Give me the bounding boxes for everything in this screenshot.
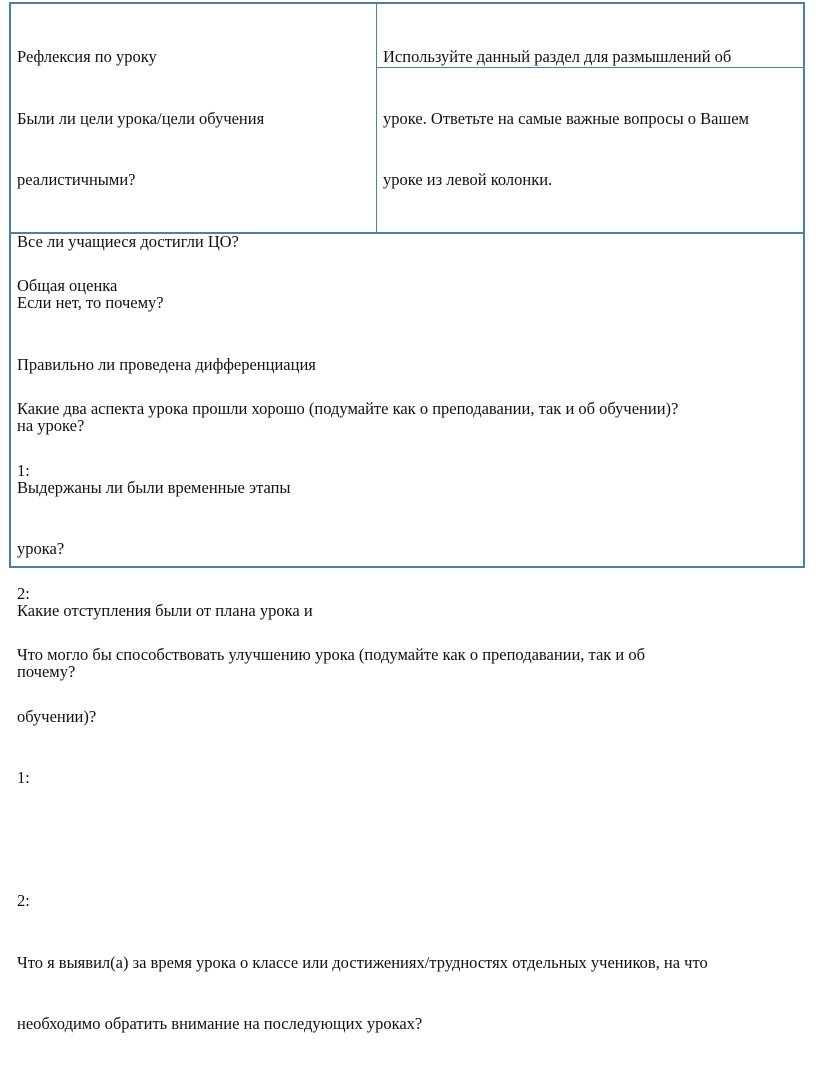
summary-title: Общая оценка xyxy=(17,276,118,295)
blank-line xyxy=(17,522,797,543)
question-improvement-cont: обучении)? xyxy=(17,706,97,726)
reflection-line: почему? xyxy=(17,662,76,681)
reflection-line: урока? xyxy=(17,539,65,558)
reflection-line: Выдержаны ли были временные этапы xyxy=(17,477,291,497)
answer-label: 1: xyxy=(17,768,30,787)
reflection-line: на уроке? xyxy=(17,416,85,435)
instruction-cell xyxy=(383,6,795,232)
instruction-line: уроке из левой колонки. xyxy=(383,170,553,189)
instruction-line: Используйте данный раздел для размышлений об xyxy=(383,47,732,66)
reflection-line: Все ли учащиеся достигли ЦО? xyxy=(17,231,239,251)
question-observations-cont: необходимо обратить внимание на последующих уроках? xyxy=(17,1014,423,1033)
answer-label: 1: xyxy=(17,460,30,480)
instruction-line: уроке. Ответьте на самые важные вопросы о Вашем xyxy=(383,108,749,128)
question-good-aspects: Какие два аспекта урока прошли хорошо (подумайте как о преподавании, так и об обучении)? xyxy=(17,399,679,418)
blank-line xyxy=(17,830,797,851)
question-improvement: Что могло бы способствовать улучшению урока (подумайте как о преподавании, так и об xyxy=(17,645,646,664)
column-divider xyxy=(376,4,377,232)
lesson-reflection-table xyxy=(9,2,805,1033)
reflection-heading: Рефлексия по уроку xyxy=(17,47,157,66)
answer-label: 2: xyxy=(17,891,30,910)
reflection-line: Какие отступления были от плана урока и xyxy=(17,600,313,620)
reflection-line: Если нет, то почему? xyxy=(17,293,164,312)
reflection-line: реалистичными? xyxy=(17,170,136,189)
reflection-line: Правильно ли проведена дифференциация xyxy=(17,354,316,374)
reflection-line: Были ли цели урока/цели обучения xyxy=(17,108,265,128)
blank-line xyxy=(17,338,797,359)
answer-label: 2: xyxy=(17,583,30,603)
question-observations: Что я выявил(а) за время урока о классе или достижениях/трудностях отдельных учеников, на что xyxy=(17,952,708,972)
summary-cell xyxy=(17,235,797,1076)
